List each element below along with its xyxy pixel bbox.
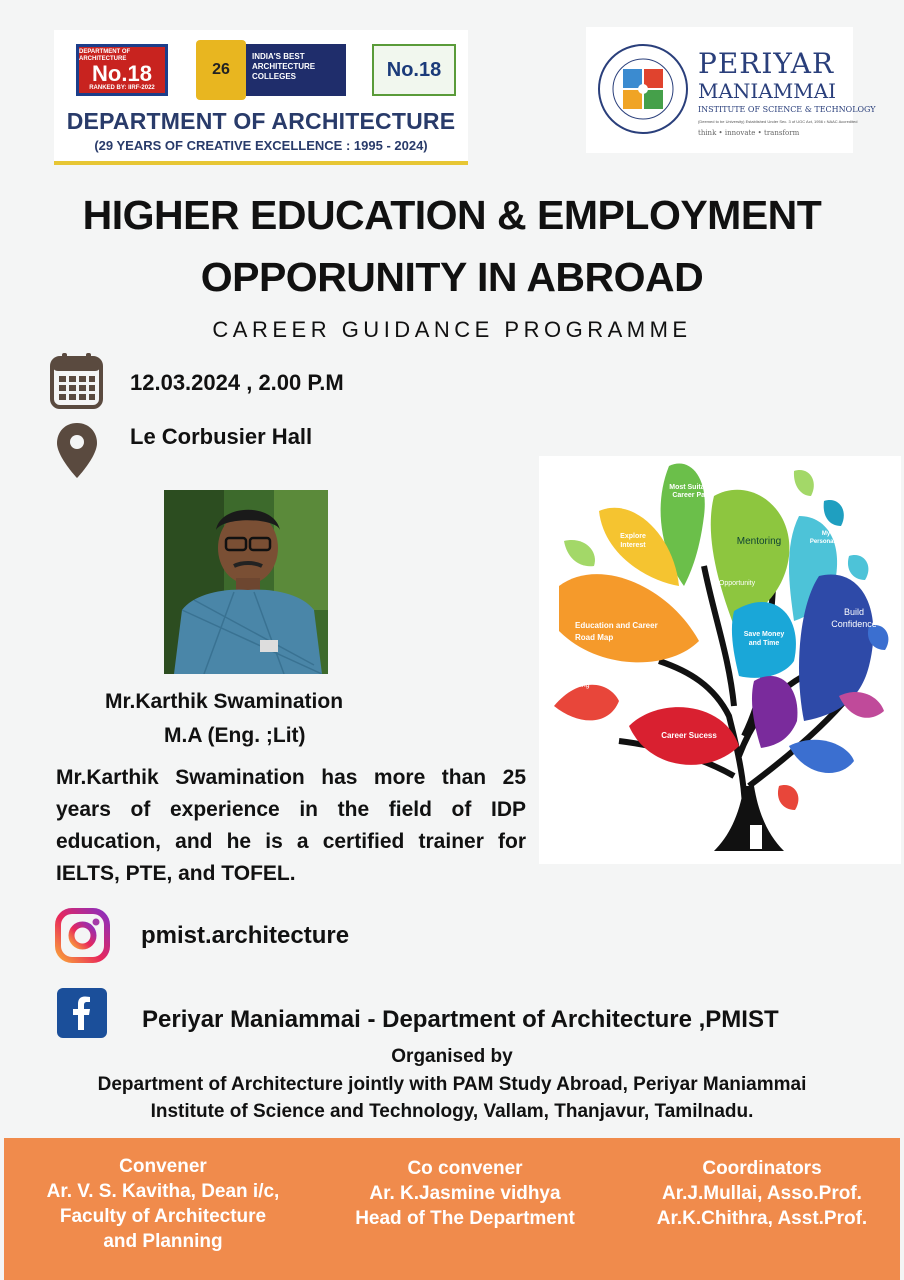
tree-label-education: Education and Career Road Map xyxy=(575,621,658,642)
ranking-badge-green-number: No.18 xyxy=(386,58,442,81)
university-logo-block xyxy=(586,27,876,153)
event-title-line2: OPPORUNITY IN ABROAD xyxy=(200,254,704,300)
ranking-badge-26-medal xyxy=(196,40,246,100)
coordinators-line1: Ar.J.Mullai, Asso.Prof. xyxy=(662,1183,862,1204)
speaker-qualification: M.A (Eng. ;Lit) xyxy=(164,724,306,747)
ranking-badge-no18 xyxy=(76,44,168,96)
co-convener-line2: Head of The Department xyxy=(355,1208,575,1229)
convener-title: Convener xyxy=(119,1156,207,1177)
tree-label-personality: My Personality xyxy=(809,531,843,545)
tree-label-explore: Explore Interest xyxy=(620,533,646,549)
ranking-badge-26 xyxy=(196,44,346,96)
ranking-badge-label: DEPARTMENT OF ARCHITECTURE xyxy=(79,48,131,62)
co-convener-line1: Ar. K.Jasmine vidhya xyxy=(369,1183,561,1204)
speaker-bio: Mr.Karthik Swamination has more than 25 years of experience in the field of IDP education, and he is a certified trainer for IELTS, PTE, and TOFEL. xyxy=(56,766,526,885)
university-seal-icon xyxy=(596,39,690,139)
calendar-icon xyxy=(50,352,103,409)
organised-by-heading: Organised by xyxy=(391,1046,513,1067)
footer-bar xyxy=(4,1138,900,1280)
footer-coordinators xyxy=(632,1156,892,1231)
event-subtitle: CAREER GUIDANCE PROGRAMME xyxy=(212,317,692,342)
ranking-badge-no18-green xyxy=(372,44,456,96)
co-convener-title: Co convener xyxy=(407,1158,523,1179)
instagram-icon[interactable] xyxy=(54,907,111,964)
career-tree-illustration xyxy=(539,456,901,864)
tree-label-build-confidence: Build Confidence xyxy=(831,607,877,629)
department-header-block xyxy=(54,30,468,165)
convener-line2: Faculty of Architecture xyxy=(59,1206,267,1227)
event-title-line1: HIGHER EDUCATION & EMPLOYMENT xyxy=(82,192,822,238)
coordinators-line2: Ar.K.Chithra, Asst.Prof. xyxy=(656,1208,868,1229)
convener-line3: and Planning xyxy=(103,1231,223,1252)
facebook-page[interactable]: Periyar Maniammai - Department of Architecture ,PMIST xyxy=(142,1006,779,1033)
organiser-line2: Institute of Science and Technology, Vallam, Thanjavur, Tamilnadu. xyxy=(150,1101,754,1122)
speaker-photo xyxy=(164,490,328,674)
tree-label-most-suitable: Most Suitable Career Path xyxy=(669,484,715,499)
event-date-time: 12.03.2024 , 2.00 P.M xyxy=(130,370,344,395)
tree-label-training: Training xyxy=(564,682,590,689)
tree-label-mentoring: Mentoring xyxy=(736,536,782,547)
ranking-badge-26-text: INDIA'S BEST ARCHITECTURE COLLEGES xyxy=(252,52,316,81)
university-name-line1: PERIYAR xyxy=(698,47,835,80)
instagram-handle[interactable]: pmist.architecture xyxy=(141,922,350,949)
facebook-icon[interactable] xyxy=(57,988,107,1038)
speaker-name: Mr.Karthik Swamination xyxy=(105,690,344,713)
ranking-badge-sub: RANKED BY: IIRF-2022 xyxy=(89,84,155,91)
convener-line1: Ar. V. S. Kavitha, Dean i/c, xyxy=(46,1181,280,1202)
event-venue: Le Corbusier Hall xyxy=(130,424,313,449)
department-title: DEPARTMENT OF ARCHITECTURE xyxy=(66,108,456,134)
organiser-line1: Department of Architecture jointly with PAM Study Abroad, Periyar Maniammai xyxy=(97,1074,807,1095)
tree-label-career-success: Career Sucess xyxy=(661,731,717,740)
university-name-line2: MANIAMMAI xyxy=(698,79,837,103)
coordinators-title: Coordinators xyxy=(702,1158,822,1179)
footer-convener xyxy=(28,1154,298,1254)
footer-co-convener xyxy=(320,1156,610,1231)
ranking-badge-number: No.18 xyxy=(92,60,152,86)
department-subtitle: (29 YEARS OF CREATIVE EXCELLENCE : 1995 - 2024) xyxy=(94,138,428,153)
university-fine-print: (Deemed to be University) Established Under Sec. 3 of UGC Act, 1956 • NAAC Accredited xyxy=(698,119,858,124)
location-pin-icon xyxy=(56,422,98,479)
university-institute: INSTITUTE OF SCIENCE & TECHNOLOGY xyxy=(698,105,876,114)
tree-label-save-money: Save Money and Time xyxy=(743,631,785,647)
ranking-badge-26-number: 26 xyxy=(212,61,230,78)
university-tagline: think • innovate • transform xyxy=(698,129,800,137)
tree-label-opportunity: Opportunity xyxy=(718,580,756,587)
